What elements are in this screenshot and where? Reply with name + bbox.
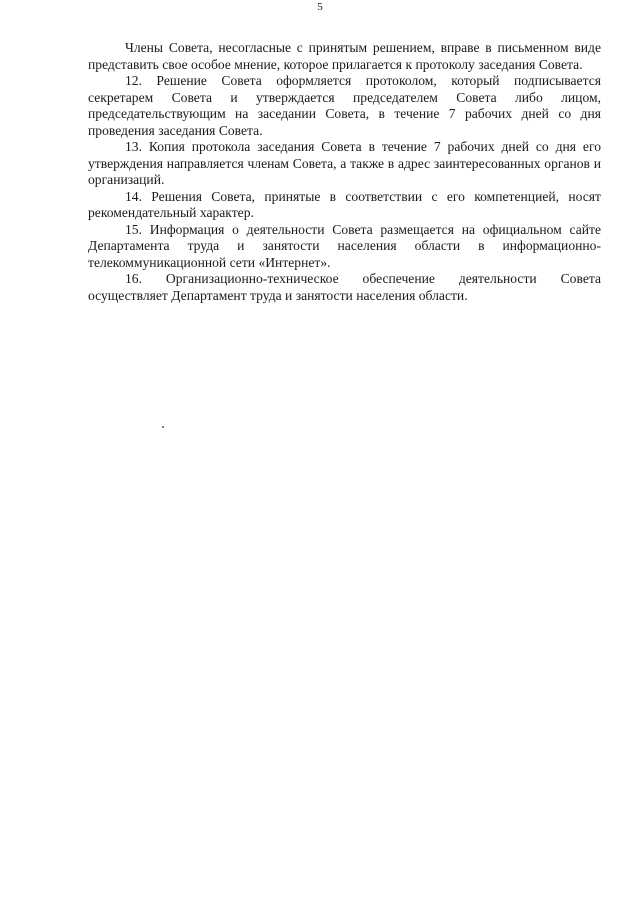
paragraph-15-information: 15. Информация о деятельности Совета размещается на официальном сайте Департамента труда и занятости населения области в информационно-телекоммуникационной сети «Интернет». <box>88 221 601 270</box>
paragraph-dissenting-opinion: Члены Совета, несогласные с принятым решением, вправе в письменном виде представить свое особое мнение, которое прилагается к протоколу заседания Совета. <box>88 40 601 72</box>
document-body <box>88 40 601 304</box>
page-number: 5 <box>317 1 323 13</box>
paragraph-13-protocol-copy: 13. Копия протокола заседания Совета в течение 7 рабочих дней со дня его утверждения направляется членам Совета, а также в адрес заинтересованных органов и организаций. <box>88 139 601 187</box>
paragraph-16-support: 16. Организационно-техническое обеспечение деятельности Совета осуществляет Департамент труда и занятости населения области. <box>88 271 601 303</box>
paragraph-14-decisions: 14. Решения Совета, принятые в соответствии с его компетенцией, носят рекомендательный характер. <box>88 188 601 220</box>
paragraph-12-protocol: 12. Решение Совета оформляется протоколом, который подписывается секретарем Совета и утверждается председателем Совета либо лицом, председательствующим на заседании Совета, в течение 7 рабочих дней со дня проведения заседания Совета. <box>88 73 601 138</box>
scan-speck <box>162 426 164 428</box>
